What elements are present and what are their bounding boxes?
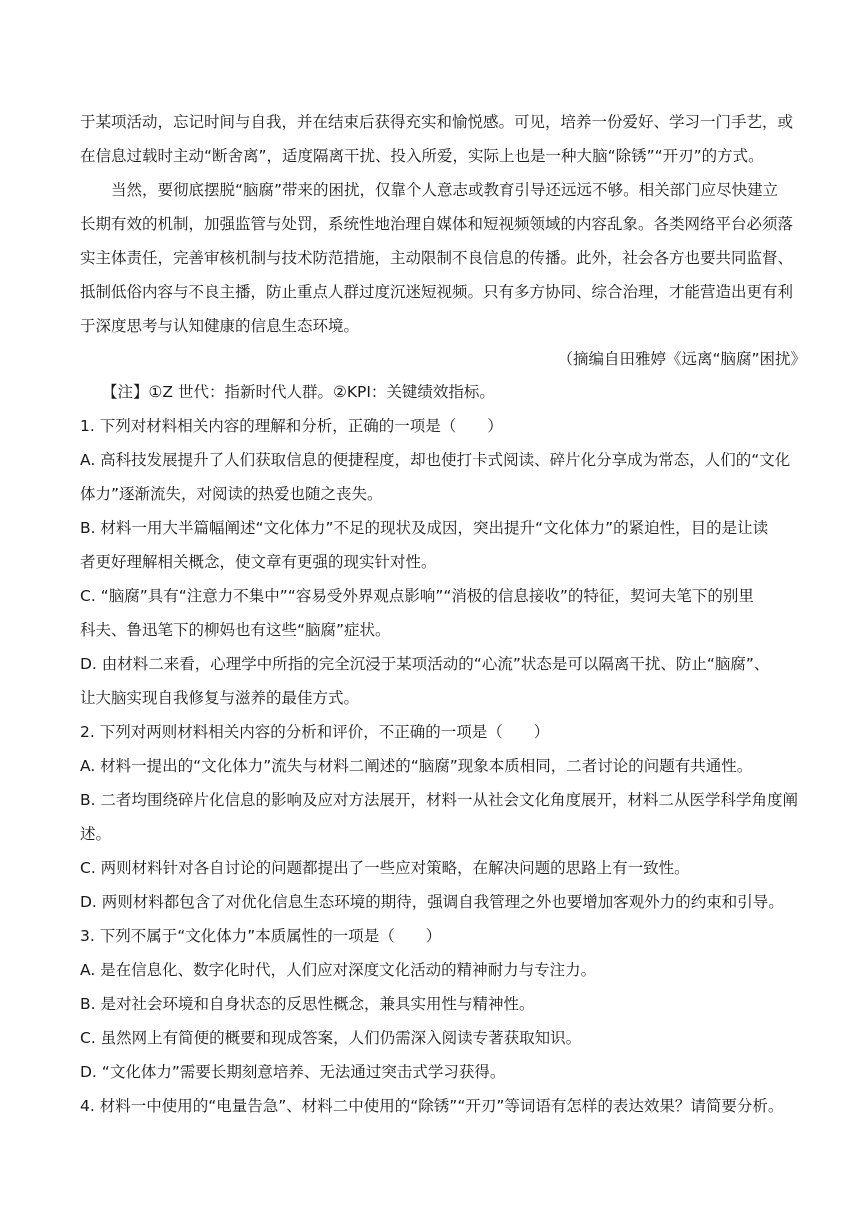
question-1-option-d-cont: 让大脑实现自我修复与滋养的最佳方式。 [80, 689, 360, 707]
passage-line: 于深度思考与认知健康的信息生态环境。 [80, 317, 360, 335]
question-2-option-a: A. 材料一提出的“文化体力”流失与材料二阐述的“脑腐”现象本质相同，二者讨论的问题有共通性。 [80, 757, 753, 775]
question-2-option-c: C. 两则材料针对各自讨论的问题都提出了一些应对策略，在解决问题的思路上有一致性。 [80, 859, 690, 877]
question-1-option-a-cont: 体力”逐渐流失，对阅读的热爱也随之丧失。 [80, 485, 383, 503]
question-3-option-d: D. “文化体力”需要长期刻意培养、无法通过突击式学习获得。 [80, 1063, 506, 1081]
passage-line: 抵制低俗内容与不良主播，防止重点人群过度沉迷短视频。只有多方协同、综合治理，才能营造出更有利 [80, 283, 794, 301]
passage-line: 当然，要彻底摆脱“脑腐”带来的困扰，仅靠个人意志或教育引导还远远不够。相关部门应尽快建立 [111, 181, 779, 199]
source-citation: （摘编自田雅婷《远离“脑腐”困扰》 [557, 350, 806, 368]
passage-line: 实主体责任，完善审核机制与技术防范措施，主动限制不良信息的传播。此外，社会各方也要共同监督、 [80, 249, 794, 267]
question-3-option-c: C. 虽然网上有简便的概要和现成答案，人们仍需深入阅读专著获取知识。 [80, 1029, 582, 1047]
question-3-option-b: B. 是对社会环境和自身状态的反思性概念，兼具实用性与精神性。 [80, 995, 535, 1013]
question-2-stem: 2. 下列对两则材料相关内容的分析和评价，不正确的一项是（ ） [80, 723, 550, 741]
passage-line: 长期有效的机制，加强监管与处罚，系统性地治理自媒体和短视频领域的内容乱象。各类网络平台必须落 [80, 215, 794, 233]
passage-line: 在信息过载时主动“断舍离”，适度隔离干扰、投入所爱，实际上也是一种大脑“除锈”“开刃”的方式。 [80, 147, 764, 165]
question-2-option-b-cont: 述。 [80, 825, 112, 843]
question-1-option-b: B. 材料一用大半篇幅阐述“文化体力”不足的现状及成因，突出提升“文化体力”的紧迫性，目的是让读 [80, 519, 769, 537]
question-1-option-c: C. “脑腐”具有“注意力不集中”“容易受外界观点影响”“消极的信息接收”的特征，契诃夫笔下的别里 [80, 587, 754, 605]
question-4-stem: 4. 材料一中使用的“电量告急”、材料二中使用的“除锈”“开刃”等词语有怎样的表达效果？请简要分析。 [80, 1097, 784, 1115]
question-1-stem: 1. 下列对材料相关内容的理解和分析，正确的一项是（ ） [80, 417, 503, 435]
question-1-option-c-cont: 科夫、鲁迅笔下的柳妈也有这些“脑腐”症状。 [80, 621, 391, 639]
passage-line: 于某项活动，忘记时间与自我，并在结束后获得充实和愉悦感。可见，培养一份爱好、学习一门手艺，或 [80, 113, 794, 131]
question-1-option-d: D. 由材料二来看，心理学中所指的完全沉浸于某项活动的“心流”状态是可以隔离干扰、防止“脑腐”、 [80, 655, 770, 673]
question-1-option-a: A. 高科技发展提升了人们获取信息的便捷程度，却也使打卡式阅读、碎片化分享成为常态，人们的“文化 [80, 451, 791, 469]
question-1-option-b-cont: 者更好理解相关概念，使文章有更强的现实针对性。 [80, 553, 437, 571]
question-3-stem: 3. 下列不属于“文化体力”本质属性的一项是（ ） [80, 927, 442, 945]
question-3-option-a: A. 是在信息化、数字化时代，人们应对深度文化活动的精神耐力与专注力。 [80, 961, 597, 979]
question-2-option-b: B. 二者均围绕碎片化信息的影响及应对方法展开，材料一从社会文化角度展开，材料二从医学科学角度阐 [80, 791, 798, 809]
question-2-option-d: D. 两则材料都包含了对优化信息生态环境的期待，强调自我管理之外也要增加客观外力的约束和引导。 [80, 893, 784, 911]
footnote: 【注】①Z 世代：指新时代人群。②KPI：关键绩效指标。 [102, 383, 495, 401]
